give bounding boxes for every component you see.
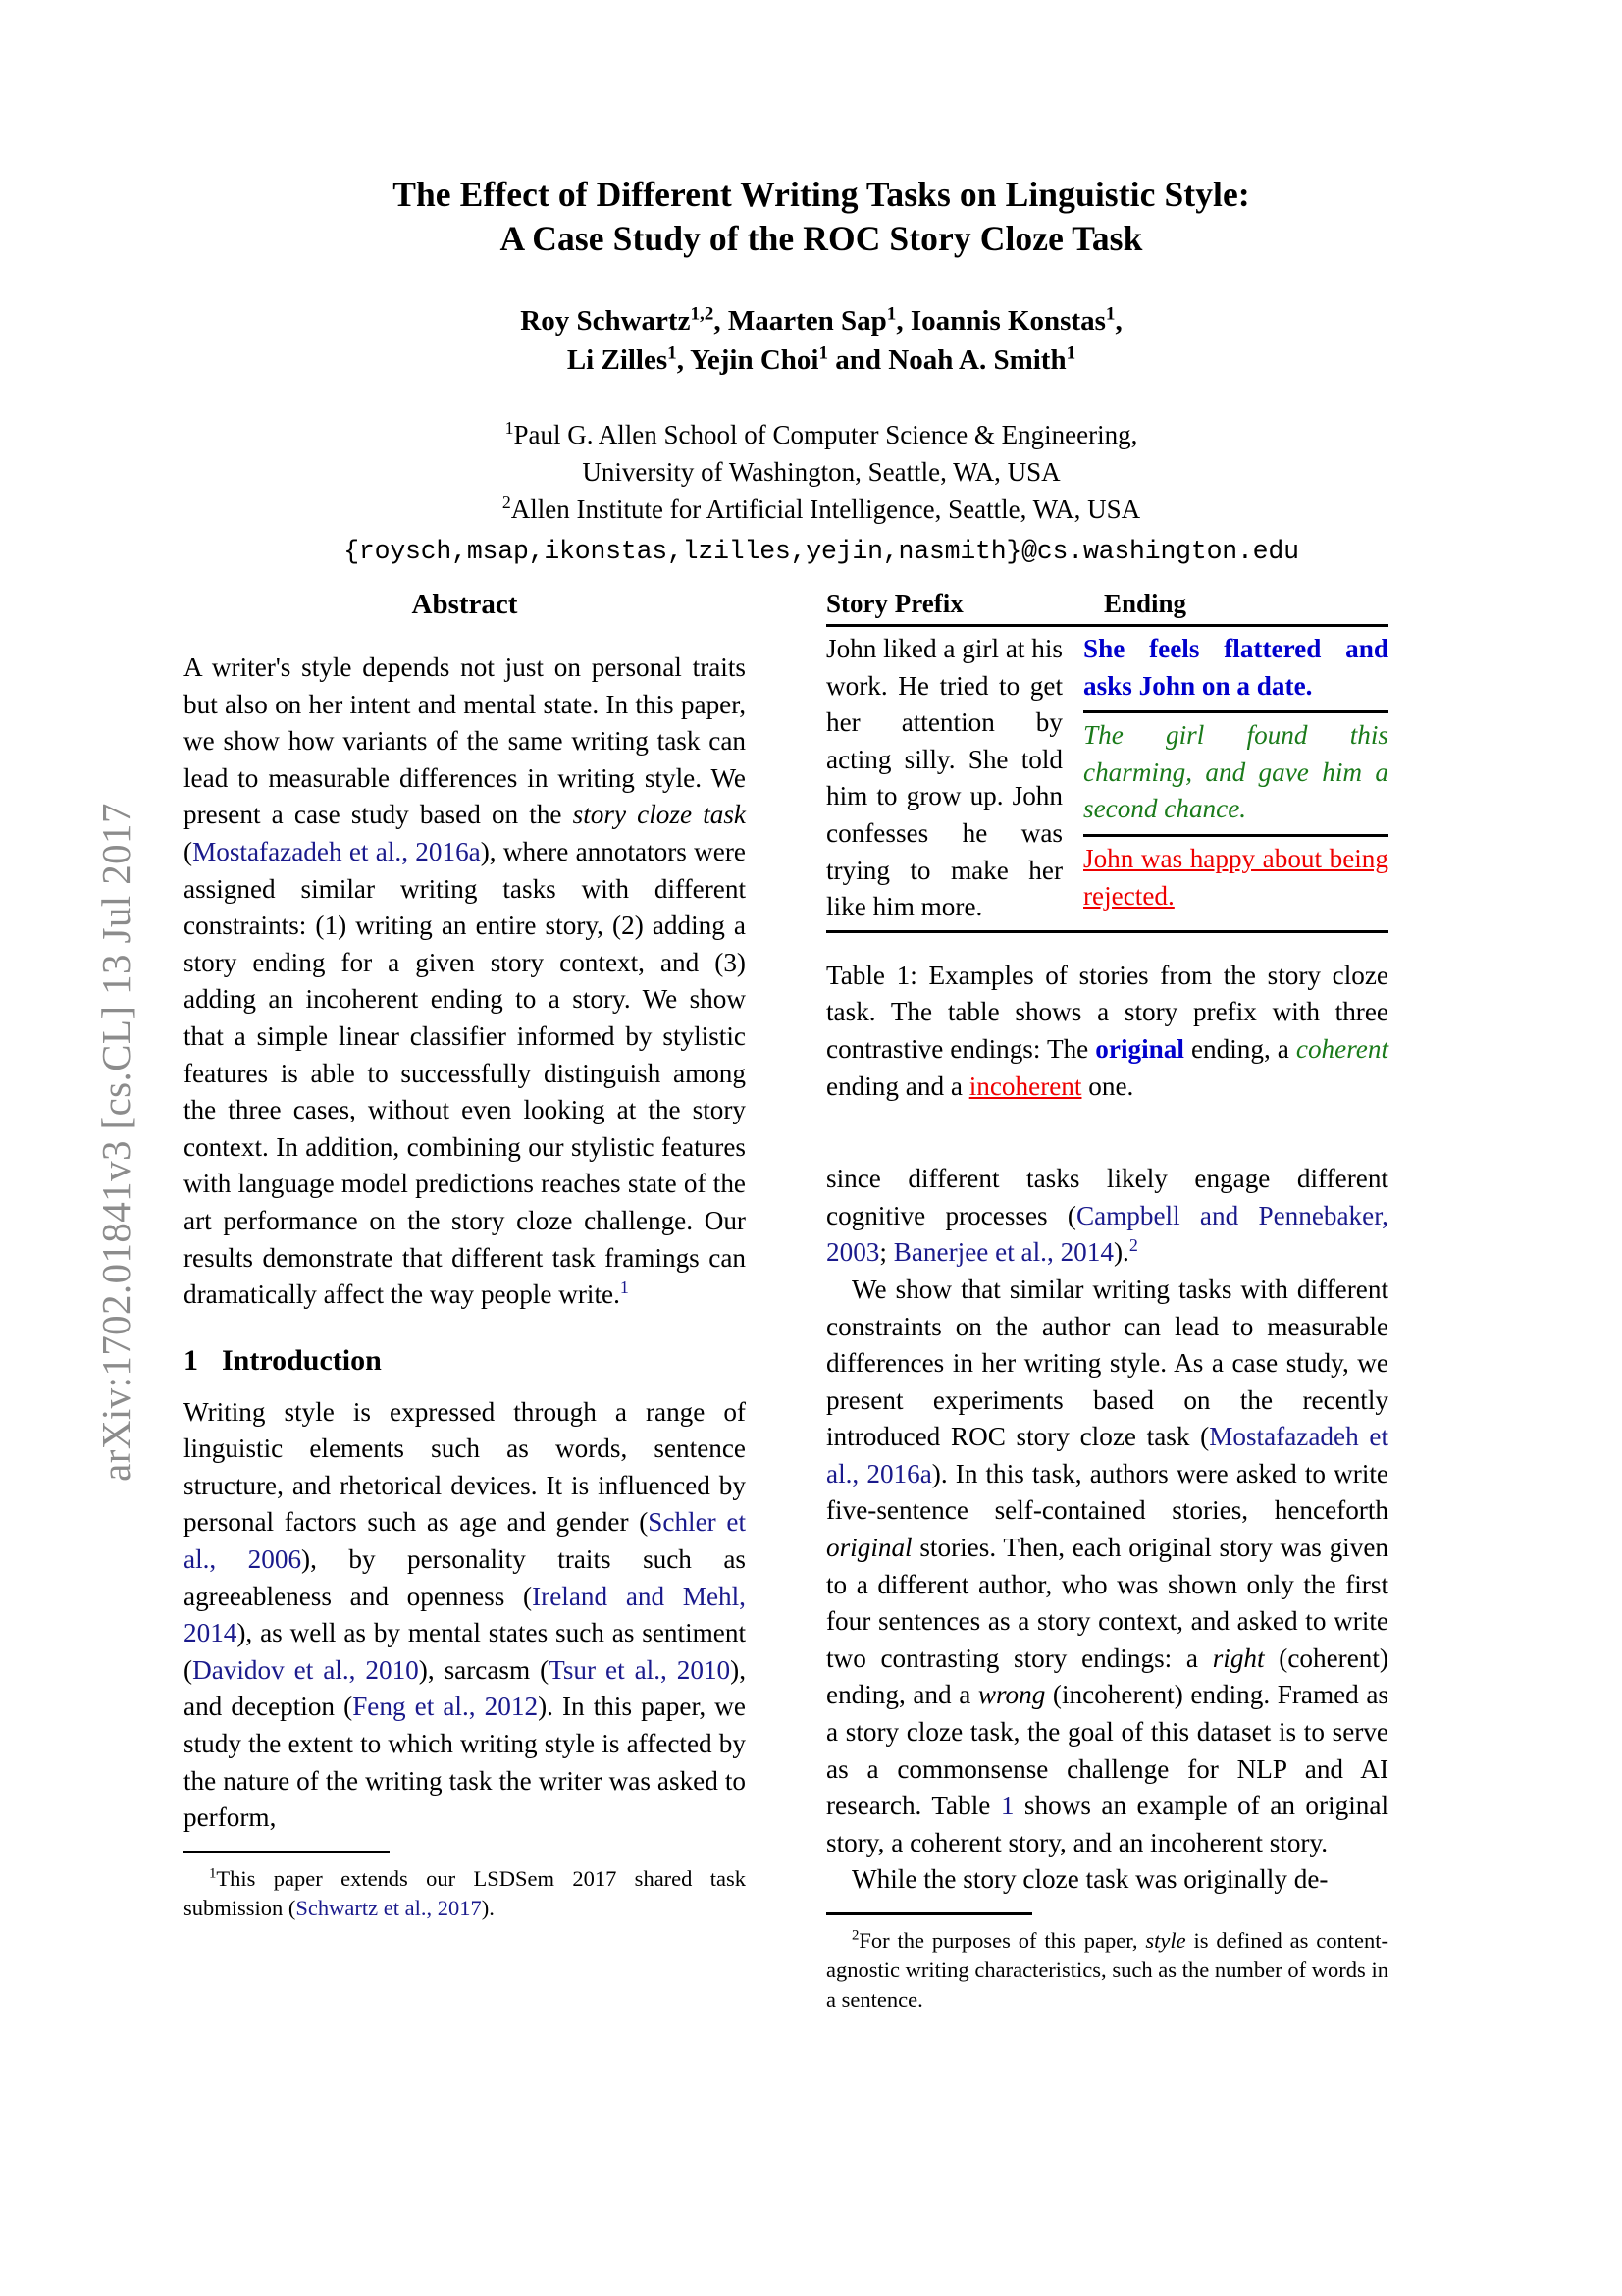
citation-link[interactable]: Banerjee et al., 2014 bbox=[893, 1237, 1114, 1268]
author-affiliation-marker: 1 bbox=[1066, 342, 1076, 364]
abstract-heading: Abstract bbox=[411, 589, 518, 620]
title-line-2: A Case Study of the ROC Story Cloze Task bbox=[499, 219, 1143, 258]
table-body bbox=[826, 627, 1388, 930]
right-paragraph-2 bbox=[826, 1272, 1388, 1862]
table-cell-ending-coherent: The girl found this charming, and gave him a second chance. bbox=[1083, 720, 1388, 824]
affiliation-text: Allen Institute for Artificial Intelligence, Seattle, WA, USA bbox=[510, 495, 1141, 524]
footnote-marker-2[interactable]: 2 bbox=[1128, 1235, 1138, 1256]
paragraph-text: We show that similar writing tasks with different constraints on the author can lead to measurable differences in her writing style. As a case study, we present experiments based on the recently introduced ROC story cloze task ( bbox=[826, 1274, 1388, 1452]
table-cell-ending-incoherent: John was happy about being rejected. bbox=[1083, 843, 1388, 911]
author-separator: , bbox=[1115, 305, 1123, 337]
caption-text: one. bbox=[1081, 1070, 1134, 1101]
affiliation-block bbox=[179, 416, 1464, 570]
column-spacer bbox=[826, 1105, 1388, 1161]
paragraph-text: ), as well as by mental states such as sentiment ( bbox=[183, 1618, 746, 1685]
author-name: , Yejin Choi bbox=[676, 344, 819, 376]
caption-text: ending, a bbox=[1183, 1033, 1296, 1064]
footnote-text: For the purposes of this paper, bbox=[859, 1928, 1146, 1953]
paragraph-text: stories. Then, each original story was given to a different author, who was shown only the first four sentences as a story context, and asked to write two contrasting story endings: a bbox=[826, 1533, 1388, 1673]
author-name: and Noah A. Smith bbox=[828, 344, 1067, 376]
table-ending-cells bbox=[1083, 627, 1388, 930]
affiliation-marker: 1 bbox=[504, 418, 514, 438]
citation-link[interactable]: Ireland and Mehl, 2014 bbox=[183, 1581, 746, 1648]
author-list bbox=[179, 301, 1464, 380]
citation-link[interactable]: Mostafazadeh et al., 2016a bbox=[192, 836, 481, 866]
introduction-paragraph-1 bbox=[183, 1394, 746, 1837]
footnote-separator-rule bbox=[183, 1851, 390, 1853]
abstract-paragraph bbox=[183, 650, 746, 1314]
caption-text: Table 1: Examples of stories from the story cloze task. The table shows a story prefix with three contrastive endings: The bbox=[826, 960, 1388, 1064]
paragraph-text: ). bbox=[1113, 1237, 1129, 1268]
citation-link[interactable]: Tsur et al., 2010 bbox=[549, 1654, 731, 1685]
paragraph-text: Writing style is expressed through a range of linguistic elements such as words, sentence structure, and rhetorical devices. It is influenced by personal factors such as age and gender ( bbox=[183, 1396, 746, 1538]
citation-link[interactable]: Campbell and Pennebaker, 2003 bbox=[826, 1200, 1388, 1268]
footnote-separator-rule bbox=[826, 1912, 1032, 1915]
table-cell-ending-original: She feels flattered and asks John on a date. bbox=[1083, 634, 1388, 701]
body-columns bbox=[179, 589, 1464, 2296]
section-title: Introduction bbox=[222, 1343, 382, 1377]
right-paragraph-1 bbox=[826, 1161, 1388, 1272]
author-affiliation-marker: 1 bbox=[1105, 303, 1116, 325]
section-number: 1 bbox=[183, 1343, 198, 1377]
footnote-text: is defined as content-agnostic writing characteristics, such as the number of words in a sentence. bbox=[826, 1928, 1389, 2011]
abstract-text: A writer's style depends not just on personal traits but also on her intent and mental state. In this paper, we show how variants of the same writing task can lead to measurable differences in writing style. We present a case study based on the bbox=[183, 652, 746, 830]
footnote-text: ). bbox=[481, 1895, 495, 1920]
paragraph-text: ; bbox=[879, 1237, 894, 1268]
emphasis-original: original bbox=[826, 1533, 913, 1563]
caption-keyword-coherent: coherent bbox=[1295, 1033, 1388, 1064]
right-paragraph-3: While the story cloze task was originally de- bbox=[852, 1864, 1329, 1895]
footnote-area-left bbox=[183, 1851, 746, 1923]
table-cell-story-prefix: John liked a girl at his work. He tried to get her attention by acting silly. She told him to grow up. John confesses he was trying to make her like him more. bbox=[826, 634, 1063, 922]
table-header-row bbox=[826, 589, 1388, 624]
author-line-2 bbox=[179, 340, 1464, 380]
emphasis-wrong: wrong bbox=[977, 1680, 1046, 1710]
affiliation-1-line-2: University of Washington, Seattle, WA, USA bbox=[582, 457, 1061, 487]
arxiv-stamp: arXiv:1702.01841v3 [cs.CL] 13 Jul 2017 bbox=[93, 803, 138, 1482]
table-bottom-rule bbox=[826, 930, 1388, 933]
caption-keyword-incoherent: incoherent bbox=[968, 1070, 1082, 1101]
author-name: , Ioannis Konstas bbox=[896, 305, 1106, 337]
title-block bbox=[179, 0, 1464, 570]
author-name: , Maarten Sap bbox=[713, 305, 887, 337]
paragraph-text: ), by personality traits such as agreeableness and openness ( bbox=[183, 1544, 746, 1611]
author-affiliation-marker: 1 bbox=[818, 342, 829, 364]
footnote-1 bbox=[183, 1864, 746, 1923]
paragraph-text: ). In this task, authors were asked to write five-sentence self-contained stories, henceforth bbox=[826, 1458, 1388, 1526]
author-name: Roy Schwartz bbox=[520, 305, 691, 337]
abstract-text: ), where annotators were assigned similar writing tasks with different constraints: (1) writing an entire story, (2) adding a story ending for a given story context, and (3) adding an incoherent ending to a story. We show that a simple linear classifier informed by stylistic features is able to successfully distinguish among the three cases, without even looking at the story context. In addition, combining our stylistic features with language model predictions reaches state of the art performance on the story cloze challenge. Our results demonstrate that different task framings can dramatically affect the way people write. bbox=[183, 836, 746, 1310]
author-affiliation-marker: 1,2 bbox=[690, 303, 714, 325]
paper-page bbox=[179, 0, 1464, 2295]
footnote-text: This paper extends our LSDSem 2017 shared task submission ( bbox=[183, 1865, 746, 1920]
author-affiliation-marker: 1 bbox=[667, 342, 677, 364]
table-reference-link[interactable]: 1 bbox=[1000, 1791, 1015, 1821]
author-affiliation-marker: 1 bbox=[886, 303, 897, 325]
table-column-header-ending: Ending bbox=[1104, 589, 1187, 618]
caption-text: ending and a bbox=[826, 1070, 969, 1101]
table-column-header-story-prefix: Story Prefix bbox=[826, 589, 964, 618]
page-title bbox=[179, 173, 1464, 261]
affiliation-marker: 2 bbox=[501, 493, 511, 512]
paragraph-text: ). In this paper, we study the extent to which writing style is affected by the nature of the writing task the writer was asked to perform, bbox=[183, 1692, 746, 1833]
paragraph-text: shows an example of an original story, a coherent story, and an incoherent story. bbox=[826, 1791, 1388, 1857]
citation-link[interactable]: Feng et al., 2012 bbox=[352, 1692, 539, 1722]
citation-link[interactable]: Mostafazadeh et al., 2016a bbox=[826, 1422, 1388, 1488]
paragraph-text: ), sarcasm ( bbox=[418, 1654, 549, 1685]
abstract-term-story-cloze-task: story cloze task bbox=[572, 800, 746, 830]
footnote-emphasis-style: style bbox=[1145, 1928, 1186, 1953]
table-1-caption bbox=[826, 958, 1388, 1105]
footnote-number: 1 bbox=[209, 1865, 217, 1882]
table-1 bbox=[826, 589, 1388, 933]
right-column bbox=[826, 589, 1388, 2014]
footnote-2 bbox=[826, 1926, 1388, 2014]
author-name: Li Zilles bbox=[566, 344, 668, 376]
caption-keyword-original: original bbox=[1095, 1033, 1184, 1064]
paragraph-text: ), and deception ( bbox=[183, 1654, 746, 1722]
paragraph-text: (incoherent) ending. Framed as a story cloze task, the goal of this dataset is to serve as a commonsense challenge for NLP and AI research. Table bbox=[826, 1680, 1388, 1821]
footnote-area-right bbox=[826, 1912, 1388, 2014]
author-emails: {roysch,msap,ikonstas,lzilles,yejin,nasmith}@cs.washington.edu bbox=[343, 537, 1299, 566]
left-column bbox=[183, 589, 746, 1923]
citation-link[interactable]: Davidov et al., 2010 bbox=[192, 1654, 419, 1685]
affiliation-text: Paul G. Allen School of Computer Science & Engineering, bbox=[513, 420, 1138, 449]
abstract-text: ( bbox=[183, 836, 193, 866]
section-heading-introduction bbox=[183, 1344, 746, 1378]
emphasis-right: right bbox=[1212, 1643, 1265, 1673]
citation-link[interactable]: Schwartz et al., 2017 bbox=[295, 1895, 482, 1920]
paragraph-text: since different tasks likely engage different cognitive processes ( bbox=[826, 1164, 1388, 1230]
title-line-1: The Effect of Different Writing Tasks on Linguistic Style: bbox=[392, 175, 1250, 214]
paragraph-text: (coherent) ending, and a bbox=[826, 1643, 1388, 1710]
author-line-1 bbox=[179, 301, 1464, 340]
affiliation-2 bbox=[179, 491, 1464, 528]
footnote-number: 2 bbox=[852, 1927, 860, 1944]
footnote-marker-1[interactable]: 1 bbox=[619, 1278, 629, 1298]
citation-link[interactable]: Schler et al., 2006 bbox=[183, 1507, 746, 1575]
affiliation-1-line-1 bbox=[179, 416, 1464, 453]
